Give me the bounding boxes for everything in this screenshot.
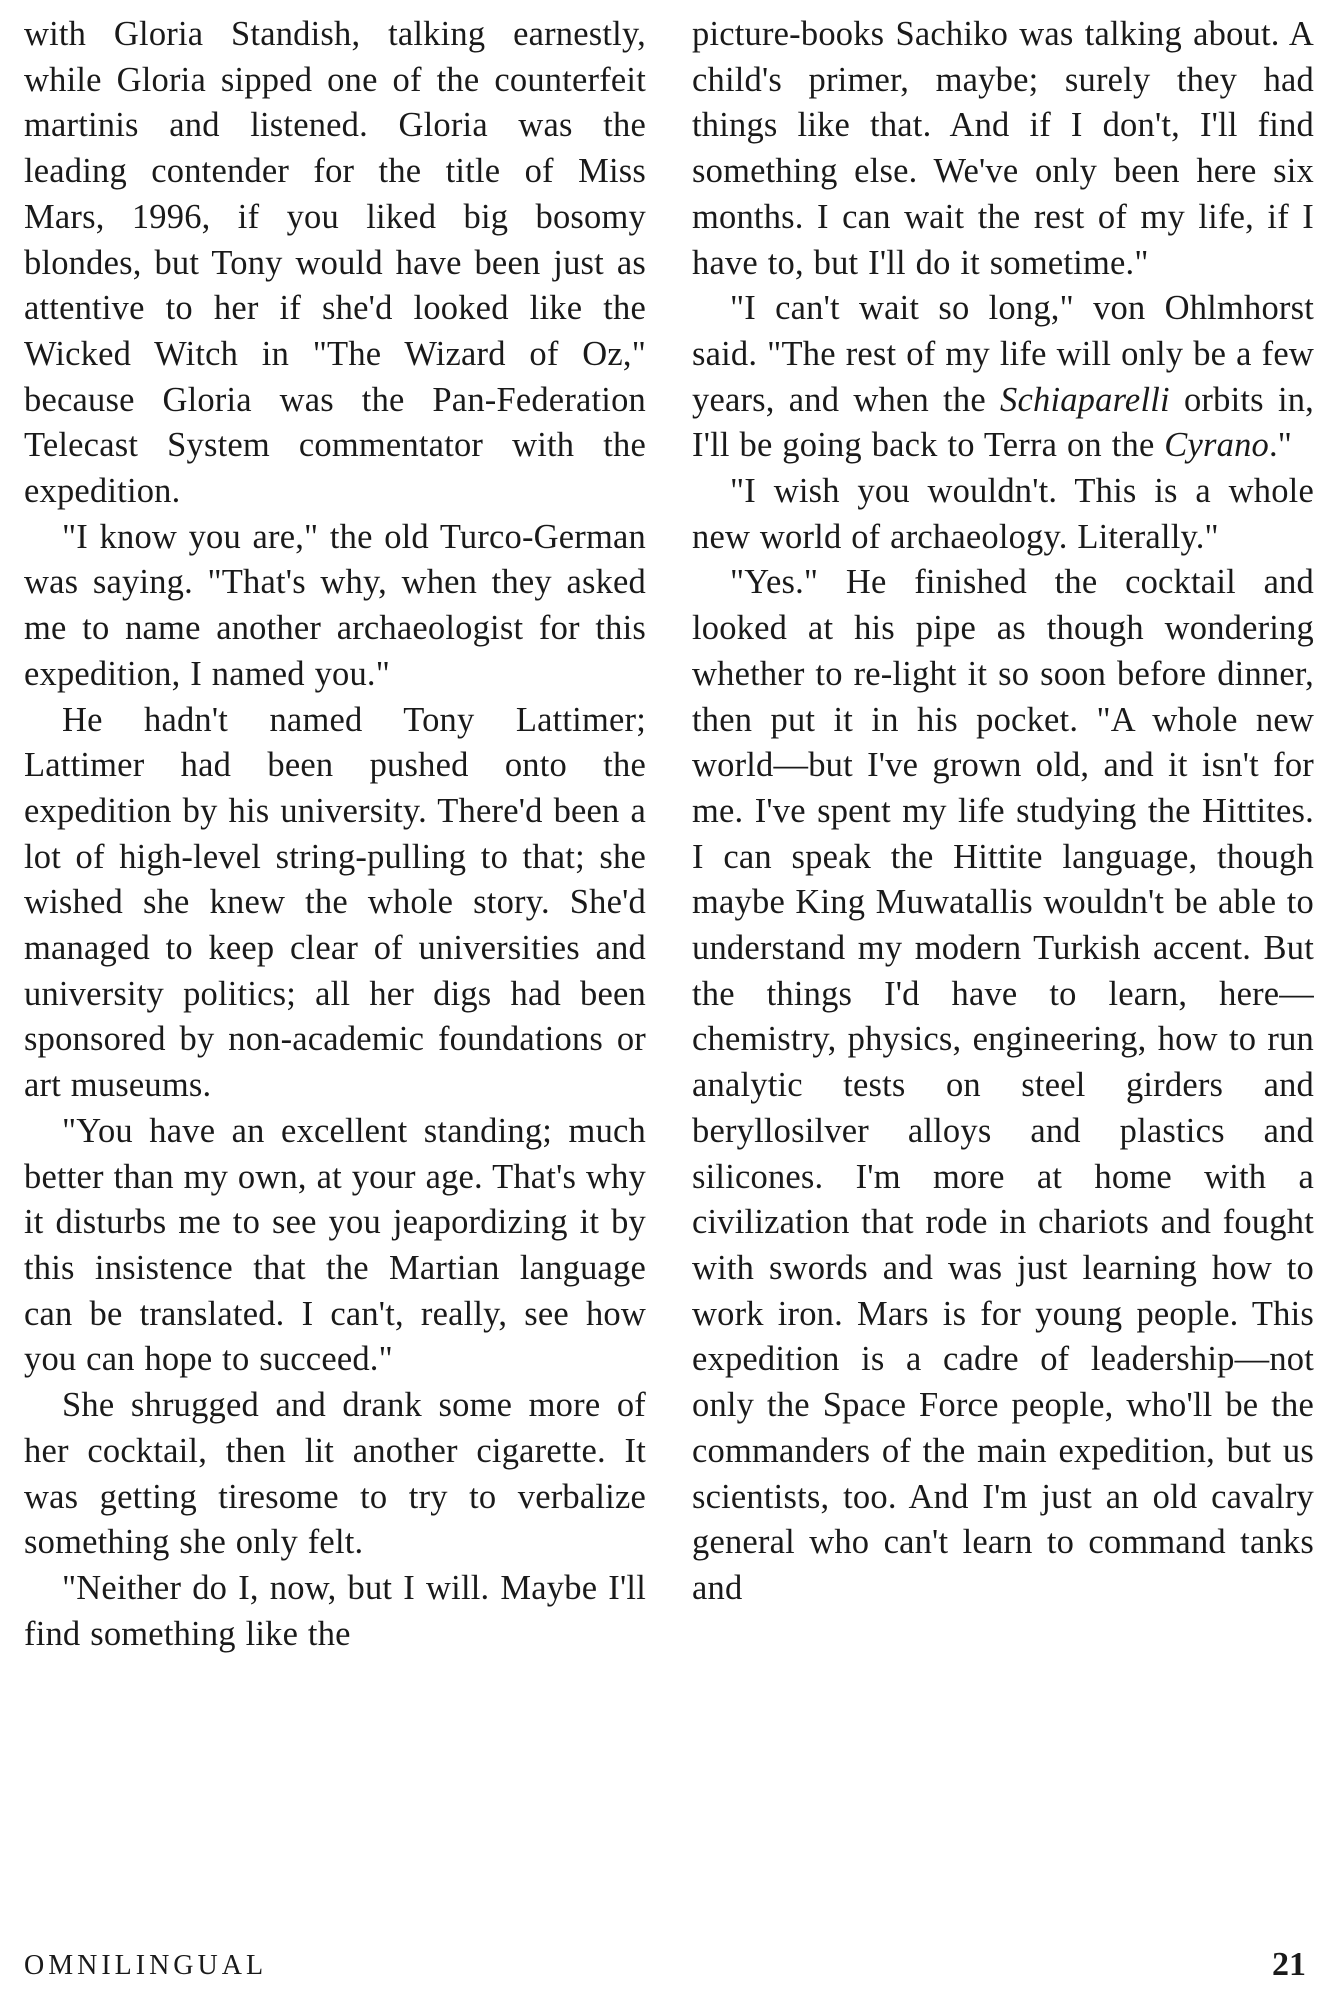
- ship-name: Schiaparelli: [1000, 380, 1170, 419]
- paragraph: with Gloria Standish, talking earnestly, while Gloria sipped one of the counterfeit martinis and listened. Gloria was the leading contender for the title of Miss Mars, 1996, if you liked big bosomy blondes, but Tony would have been just as attentive to her if she'd looked like the Wicked Witch in "The Wizard of Oz," because Gloria was the Pan-Federation Telecast System commentator with the expedition.: [24, 15, 646, 511]
- right-column: [692, 12, 1314, 1612]
- paragraph: He hadn't named Tony Lattimer; Lattimer had been pushed onto the expedition by his university. There'd been a lot of high-level string-pulling to that; she wished she knew the whole story. She'd managed to keep clear of universities and university politics; all her digs had been sponsored by non-academic foundations or art museums.: [24, 700, 646, 1105]
- paragraph: "I wish you wouldn't. This is a whole new world of archaeology. Literally.": [692, 472, 1314, 556]
- paragraph: "You have an excellent standing; much better than my own, at your age. That's why it disturbs me to see you jeapordizing it by this insistence that the Martian language can be translated. I can't, really, see how you can hope to succeed.": [24, 1111, 646, 1379]
- paragraph: [692, 286, 1314, 469]
- paragraph: "I know you are," the old Turco-German was saying. "That's why, when they asked me to name another archaeologist for this expedition, I named you.": [24, 517, 646, 693]
- paragraph: "Yes." He finished the cocktail and looked at his pipe as though wondering whether to re-light it so soon before dinner, then put it in his pocket. "A whole new world—but I've grown old, and it isn't for me. I've spent my life studying the Hittites. I can speak the Hittite language, though maybe King Muwatallis wouldn't be able to understand my modern Turkish accent. But the things I'd have to learn, here—chemistry, physics, engineering, how to run analytic tests on steel girders and beryllosilver alloys and plastics and silicones. I'm more at home with a civilization that rode in chariots and fought with swords and was just learning how to work iron. Mars is for young people. This expedition is a cadre of leadership—not only the Space Force people, who'll be the commanders of the main expedition, but us scientists, too. And I'm just an old cavalry general who can't learn to command tanks and: [692, 563, 1314, 1607]
- paragraph: picture-books Sachiko was talking about. A child's primer, maybe; surely they had things like that. And if I don't, I'll find something else. We've only been here six months. I can wait the rest of my life, if I have to, but I'll do it sometime.": [692, 15, 1314, 282]
- ship-name: Cyrano: [1164, 426, 1269, 465]
- left-column: [24, 12, 646, 1657]
- text-run: orbits in, I'll be going back to Terra on the: [692, 380, 1315, 465]
- page-footer: [24, 1946, 1308, 1990]
- paragraph: She shrugged and drank some more of her cocktail, then lit another cigarette. It was getting tiresome to try to verbalize something she only felt.: [24, 1386, 646, 1562]
- page-number: 21: [1272, 1946, 1306, 1983]
- text-run: .": [1268, 426, 1293, 465]
- paragraph: "Neither do I, now, but I will. Maybe I'll find something like the: [24, 1568, 646, 1653]
- running-head: OMNILINGUAL: [24, 1950, 268, 1981]
- text-run: "I can't wait so long," von Ohlmhorst said. "The rest of my life will only be a few years, and when the: [692, 289, 1314, 419]
